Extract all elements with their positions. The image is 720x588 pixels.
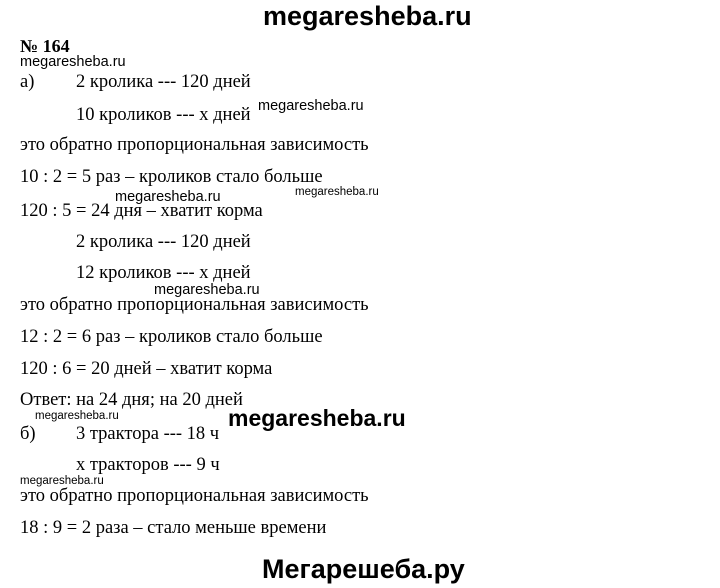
text-line: 2 кролика --- 120 дней [76,72,251,92]
watermark: megaresheba.ru [35,410,119,422]
footer-watermark: Мегарешеба.ру [262,554,465,584]
text-line: 3 трактора --- 18 ч [76,424,220,444]
text-line: 12 кроликов --- х дней [76,263,251,283]
watermark: megaresheba.ru [154,282,260,298]
text-line: это обратно пропорциональная зависимость [20,135,369,155]
watermark: megaresheba.ru [20,54,126,70]
watermark: megaresheba.ru [258,98,364,114]
text-line: это обратно пропорциональная зависимость [20,295,369,315]
text-line: 10 кроликов --- х дней [76,105,251,125]
text-line: 10 : 2 = 5 раз – кроликов стало больше [20,167,323,187]
text-line: 120 : 5 = 24 дня – хватит корма [20,201,263,221]
watermark: megaresheba.ru [295,186,379,198]
part-b-label: б) [20,424,36,444]
watermark-large: megaresheba.ru [228,405,406,431]
part-a-label: а) [20,72,35,92]
answer-line: Ответ: на 24 дня; на 20 дней [20,390,243,410]
text-line: 18 : 9 = 2 раза – стало меньше времени [20,518,327,538]
watermark: megaresheba.ru [20,475,104,487]
text-line: 2 кролика --- 120 дней [76,232,251,252]
text-line: х тракторов --- 9 ч [76,455,220,475]
watermark: megaresheba.ru [115,189,221,205]
task-number: № 164 [20,36,70,56]
text-line: 12 : 2 = 6 раз – кроликов стало больше [20,327,323,347]
text-line: 120 : 6 = 20 дней – хватит корма [20,359,273,379]
header-watermark: megaresheba.ru [263,1,472,31]
text-line: это обратно пропорциональная зависимость [20,486,369,506]
